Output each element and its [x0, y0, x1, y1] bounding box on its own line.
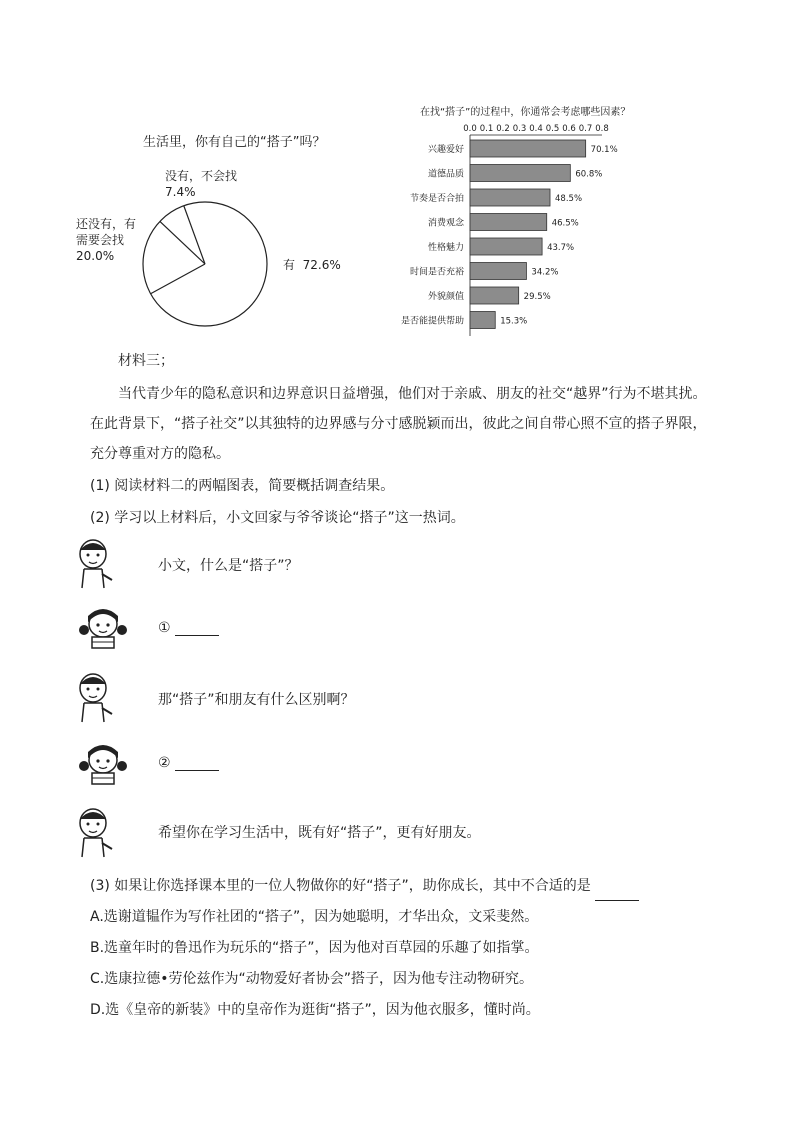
option-b[interactable]: B.选童年时的鲁迅作为玩乐的“搭子”，因为他对百草园的乐趣了如指掌。	[90, 940, 539, 956]
category-label: 性格魅力	[427, 243, 464, 253]
bar-value-label: 46.5%	[551, 218, 579, 229]
answer-blank-2[interactable]	[175, 756, 219, 771]
bar	[470, 238, 542, 255]
pie-chart	[136, 180, 276, 330]
girl-avatar-icon	[78, 740, 128, 786]
bar-chart-title: 在找“搭子”的过程中，你通常会考虑哪些因素？	[420, 107, 631, 118]
category-label: 消费观念	[427, 218, 464, 229]
girl-avatar-icon	[78, 604, 128, 650]
option-a[interactable]: A.选谢道韫作为写作社团的“搭子”，因为她聪明，才华出众，文采斐然。	[90, 909, 539, 925]
question-3: (3) 如果让你选择课本里的一位人物做你的好“搭子”，助你成长，其中不合适的是	[90, 871, 639, 901]
category-label: 兴趣爱好	[427, 145, 464, 155]
option-c[interactable]: C.选康拉德•劳伦兹作为“动物爱好者协会”搭子，因为他专注动物研究。	[90, 971, 533, 987]
answer-blank-1[interactable]	[175, 621, 219, 636]
x-tick-label: 0.8	[595, 124, 609, 134]
dialog-line-3: 那“搭子”和朋友有什么区别啊？	[158, 692, 355, 708]
dialog-line-2: ①	[158, 620, 219, 636]
x-tick-label: 0.0	[463, 124, 477, 134]
bar-chart	[390, 118, 640, 338]
bar-value-label: 29.5%	[523, 292, 551, 302]
x-tick-label: 0.7	[578, 124, 593, 134]
question-2: (2) 学习以上材料后，小文回家与爷爷谈论“搭子”这一热词。	[90, 510, 465, 526]
category-label: 外貌颜值	[427, 292, 464, 302]
bar	[470, 189, 550, 206]
x-tick-label: 0.4	[529, 124, 543, 134]
grandpa-avatar-icon	[72, 805, 118, 859]
bar	[470, 287, 519, 304]
x-tick-label: 0.5	[545, 124, 560, 134]
bar-value-label: 48.5%	[555, 194, 583, 204]
dialog-line-4: ②	[158, 755, 219, 771]
bar	[470, 214, 547, 231]
bar-value-label: 34.2%	[531, 267, 559, 278]
category-label: 时间是否充裕	[409, 267, 464, 278]
x-tick-label: 0.3	[512, 124, 527, 134]
bar	[470, 263, 526, 280]
category-label: 是否能提供帮助	[400, 316, 464, 327]
pie-label-no-wont-find: 没有，不会找 7.4%	[165, 169, 238, 199]
pie-chart-title: 生活里，你有自己的“搭子”吗？	[143, 135, 326, 150]
bar-value-label: 70.1%	[590, 145, 618, 155]
bar	[470, 165, 570, 182]
option-d[interactable]: D.选《皇帝的新装》中的皇帝作为逛街“搭子”，因为他衣服多，懂时尚。	[90, 1002, 540, 1018]
category-label: 节奏是否合拍	[409, 194, 464, 204]
pie-label-not-yet: 还没有，有 需要会找 20.0%	[76, 217, 137, 263]
x-tick-label: 0.2	[496, 124, 510, 134]
bar	[470, 312, 495, 329]
grandpa-avatar-icon	[72, 670, 118, 724]
bar	[470, 140, 586, 157]
pie-label-yes: 有 72.6%	[283, 258, 341, 272]
x-tick-label: 0.1	[479, 124, 494, 134]
x-tick-label: 0.6	[562, 124, 576, 134]
material3-heading: 材料三；	[118, 353, 174, 369]
bar-value-label: 15.3%	[500, 316, 528, 327]
dialog-line-5: 希望你在学习生活中，既有好“搭子”，更有好朋友。	[158, 825, 481, 841]
category-label: 道德品质	[427, 169, 464, 180]
dialog-line-1: 小文，什么是“搭子”？	[158, 558, 299, 574]
bar-value-label: 60.8%	[575, 169, 603, 180]
grandpa-avatar-icon	[72, 536, 118, 590]
answer-blank-3[interactable]	[595, 886, 639, 901]
question-1: (1) 阅读材料二的两幅图表，简要概括调查结果。	[90, 478, 395, 494]
material3-paragraph: 当代青少年的隐私意识和边界意识日益增强，他们对于亲戚、朋友的社交“越界”行为不堪其扰。在此背景下，“搭子社交”以其独特的边界感与分寸感脱颖而出，彼此之间自带心照不宣的搭子界限，充分尊重对方的隐私。	[90, 386, 707, 462]
bar-value-label: 43.7%	[547, 243, 575, 253]
